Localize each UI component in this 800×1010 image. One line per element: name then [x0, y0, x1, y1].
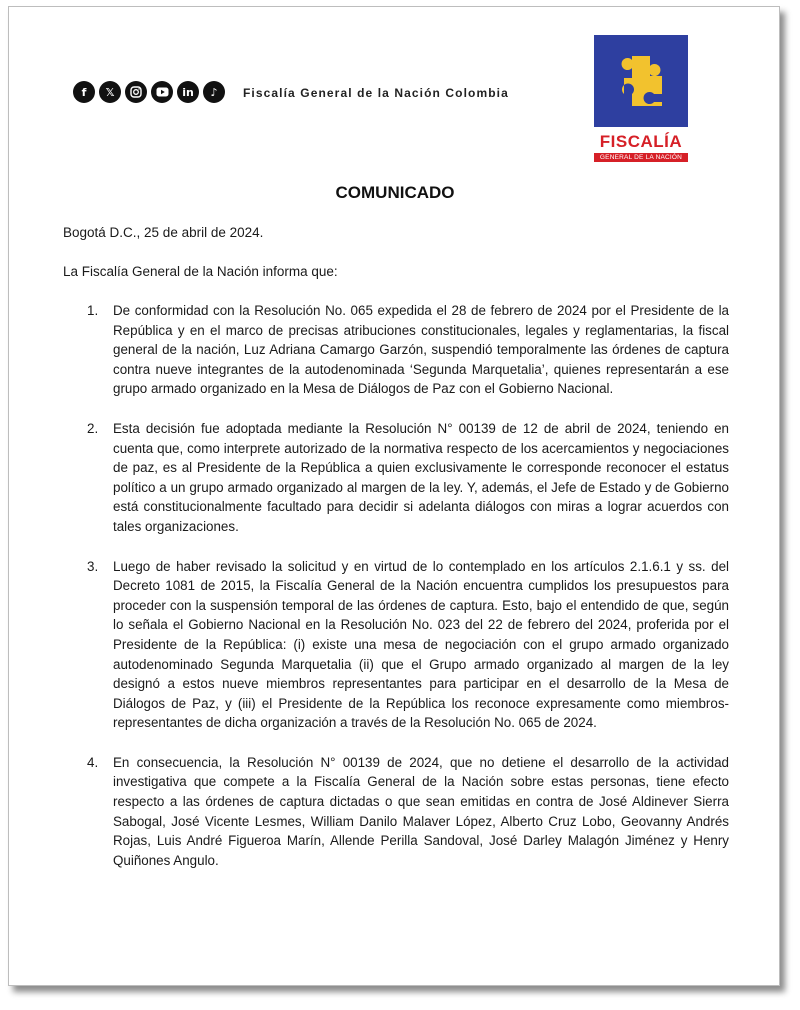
logo-title: FISCALÍA — [599, 132, 683, 151]
logo-subtitle: GENERAL DE LA NACIÓN — [594, 153, 688, 162]
item-text: De conformidad con la Resolución No. 065 expedida el 28 de febrero de 2024 por el Presidente de la República y en el marco de precisas atribuciones constitucionales, legales y reglamentarias, la fiscal general de la nación, Luz Adriana Camargo Garzón, suspendió temporalmente las órdenes de captura contra nueve integrantes de la autodenominada ‘Segunda Marquetalia’, quienes representarán a ese grupo armado organizado en la Mesa de Diálogos de Paz con el Gobierno Nacional. — [113, 303, 729, 397]
document-intro: La Fiscalía General de la Nación informa que: — [63, 264, 338, 279]
document-page — [8, 6, 780, 986]
item-number: 2. — [87, 420, 99, 436]
logo-emblem — [594, 35, 688, 127]
list-item — [87, 301, 729, 399]
item-number: 1. — [87, 303, 99, 318]
social-links — [73, 81, 225, 103]
fiscalia-logo — [594, 35, 688, 165]
item-number: 3. — [87, 558, 99, 574]
linkedin-icon[interactable]: in — [177, 81, 199, 103]
item-text: Luego de haber revisado la solicitud y en virtud de lo contemplado en los artículos 2.1.6.1 y ss. del Decreto 1081 de 2015, la Fiscalía General de la Nación encuentra cumplidos los presupuestos para proceder con la suspensión temporal de las órdenes de captura. Esto, bajo el entendido de que, según lo señala el Gobierno Nacional en la Resolución No. 023 del 22 de febrero del 2024, proferida por el Presidente de la República: (i) existe una mesa de negociación con el grupo armado organizado autodenominado Segunda Marquetalia (ii) que el Grupo armado organizado al margen de la ley designó a estos nueve miembros representantes para participar en el desarrollo de la Mesa de Diálogos de Paz, y (iii) el Presidente de la República los reconoce expresamente como miembros-representantes de dicha organización a través de la Resolución No. 065 de 2024. — [113, 558, 729, 731]
list-item — [87, 557, 729, 733]
instagram-icon[interactable] — [125, 81, 147, 103]
list-item — [87, 753, 729, 871]
x-icon[interactable]: 𝕏 — [99, 81, 121, 103]
statement-list — [87, 301, 729, 890]
youtube-icon[interactable] — [151, 81, 173, 103]
list-item — [87, 419, 729, 537]
item-text: En consecuencia, la Resolución N° 00139 de 2024, que no detiene el desarrollo de la actividad investigativa que compete a la Fiscalía General de la Nación sobre estas personas, tiene efecto respecto a las órdenes de captura dictadas o que sean emitidas en contra de José Aldinever Sierra Sabogal, José Vicente Lesmes, William Danilo Malaver López, Alberto Cruz Lobo, Geovanny Andrés Rojas, Luis André Figueroa Marín, Allende Perilla Sandoval, José Darley Malagón Jiménez y Henry Quiñones Angulo. — [113, 754, 729, 868]
document-date: Bogotá D.C., 25 de abril de 2024. — [63, 225, 264, 240]
puzzle-piece-icon — [610, 50, 672, 112]
tiktok-icon[interactable]: ♪ — [203, 81, 225, 103]
facebook-icon[interactable]: f — [73, 81, 95, 103]
document-title: COMUNICADO — [335, 183, 455, 202]
item-number: 4. — [87, 754, 99, 770]
item-text: Esta decisión fue adoptada mediante la Resolución N° 00139 de 12 de abril de 2024, teniendo en cuenta que, como interprete autorizado de la normativa respecto de los acercamientos y negociaciones de paz, es al Presidente de la República a quien exclusivamente le corresponde reconocer el estatus político a un grupo armado organizado al margen de la ley. Y, además, el Jefe de Estado y de Gobierno está constitucionalmente facultado para decidir si adelanta diálogos con miras a lograr acuerdos con tales organizaciones. — [113, 420, 729, 534]
organization-name: Fiscalía General de la Nación Colombia — [243, 86, 509, 100]
